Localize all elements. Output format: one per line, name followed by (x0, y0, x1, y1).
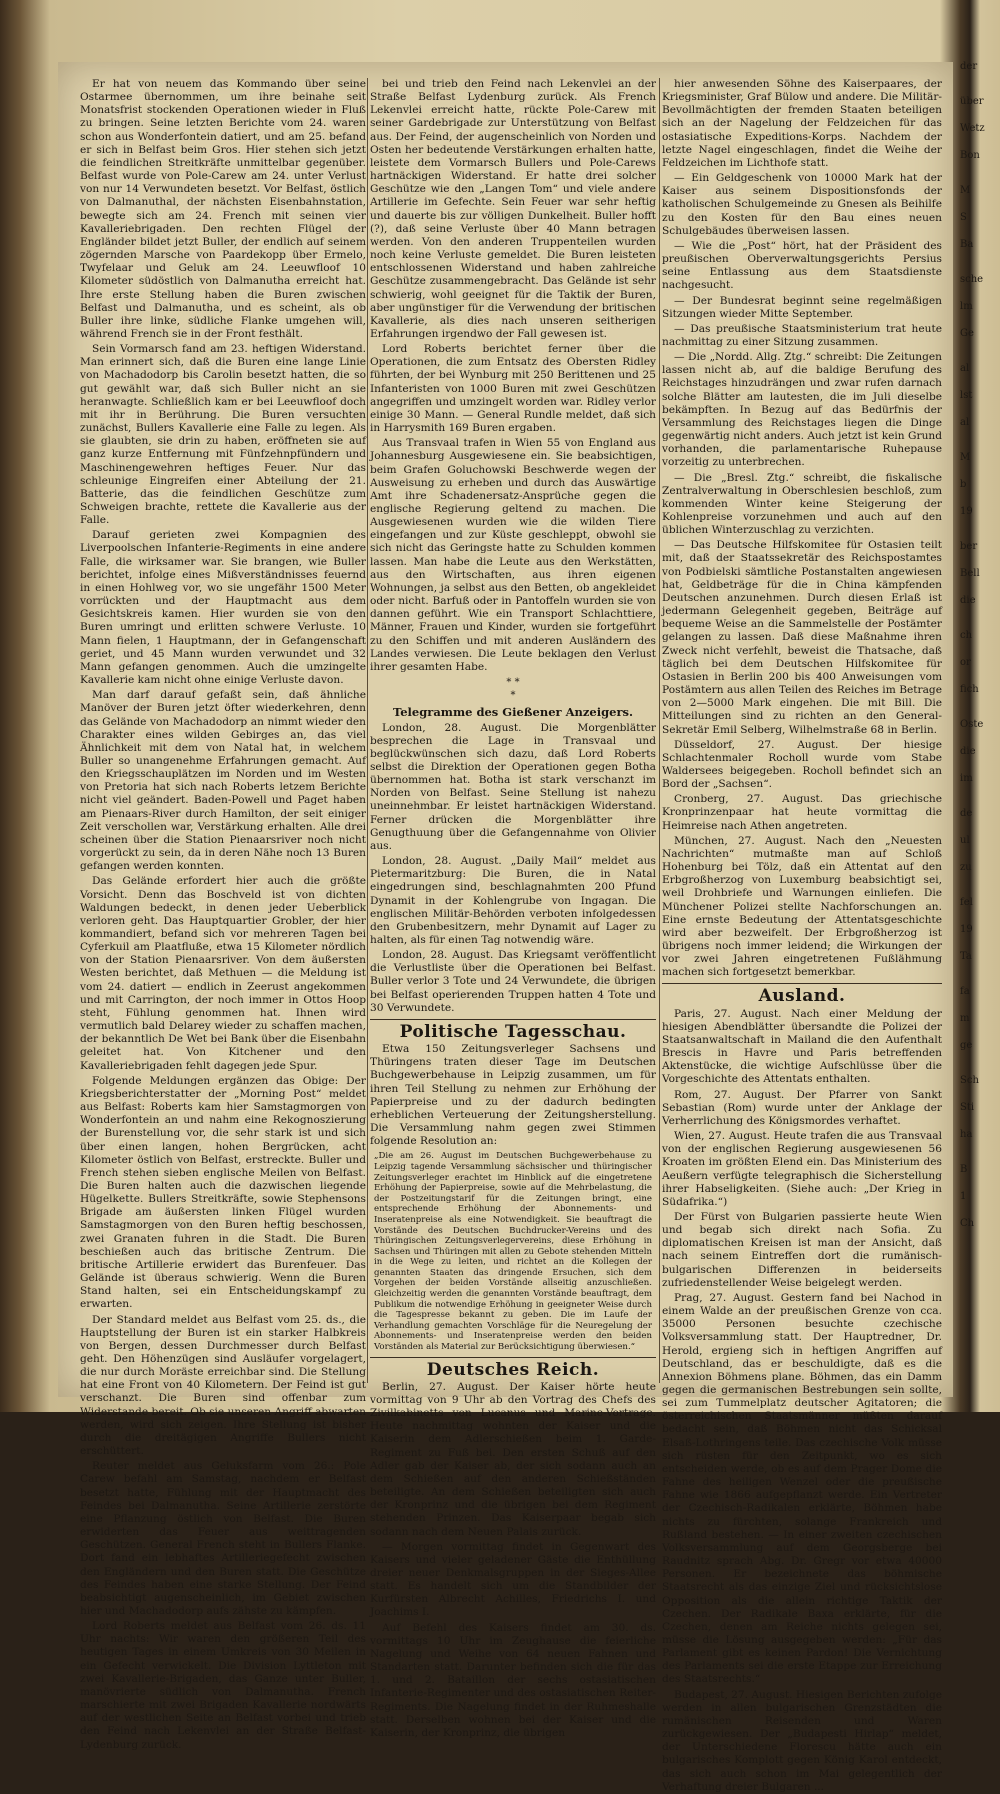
article-paragraph: Darauf gerieten zwei Kompagnien des Liverpoolschen Infanterie-Regiments in eine andere Falle, die wirksamer war. Sie brangen, wie Buller berichtet, infolge eines Mißverständnisses feuernd in einen Hohlweg vor, wo sie ungefähr 1500 Meter vorrückten und der Hauptmacht aus dem Gesichtskreis kamen. Hier wurden sie von den Buren umringt und erlitten schwere Verluste. 10 Mann fielen, 1 Hauptmann, der in Gefangenschaft geriet, und 45 Mann wurden verwundet und 32 Mann gefangen genommen. Auch die umzingelte Kavallerie kam nicht ohne einige Verluste davon. (80, 529, 366, 687)
separator-stars: * * * (506, 677, 520, 702)
edge-fragment: Oste (960, 719, 984, 730)
politische-heading: Politische Tagesschau. (399, 1021, 627, 1042)
reich-paragraph: — Das Deutsche Hilfskomitee für Ostasien teilt mit, daß der Staatssekretär des Reichspostamtes von Podbielski sämtliche Postanstalten angewiesen hat, Geldbeträge für die in China kämpfenden Deutschen anzunehmen. Durch diesen Erlaß ist jedermann Gelegenheit gegeben, Beiträge auf bequeme Weise an die Sammelstelle der Postämter gelangen zu lassen. Daß diese Maßnahme ihren Zweck nicht verfehlt, beweist die Thatsache, daß täglich bei dem Deutschen Hilfskomitee für Ostasien in Berlin 200 bis 400 Anweisungen vom Postämtern aus allen Teilen des Reiches im Betrage von 2—5000 Mark eingehen. Die mit Bill. Die Mitteilungen sind zu richten an den General-Sekretär Emil Selberg, Wilhelmstraße 68 in Berlin. (662, 539, 942, 736)
edge-fragment: Bell (960, 568, 980, 579)
edge-fragment: B (960, 1164, 968, 1175)
edge-fragment: Wetz (960, 123, 985, 134)
reich-section-continued (662, 78, 942, 979)
column-2 (370, 78, 656, 1739)
edge-fragment: fel (960, 897, 973, 908)
article-paragraph: Sein Vormarsch fand am 23. heftigen Widerstand. Man erinnert sich, daß die Buren eine lange Linie von Machadodorp bis Carolin besetzt hatten, die so gut gewählt war, daß sich Buller nicht an sie heranwagte. Schließlich kam er bei Leeuwfloof doch mit ihr in Berührung. Die Buren versuchten zunächst, Bullers Kavallerie eine Falle zu legen. Als sie glaubten, sie drin zu haben, eröffneten sie auf ganz kurze Entfernung mit Fünfzehnpfündern und Maschinengewehren heftiges Feuer. Nur das schleunige Eingreifen einer Abteilung der 21. Batterie, das die feindlichen Geschütze zum Schweigen brachte, rettete die Kavallerie aus der Falle. (80, 343, 366, 527)
adjacent-page-edge (960, 60, 1000, 1400)
edge-fragment: Bon (960, 150, 980, 161)
edge-fragment: fa (960, 986, 970, 997)
divider (370, 1357, 656, 1358)
reich-paragraph: Auf Befehl des Kaisers findet am 30. ds. vormittags 10 Uhr im Zeughause die feierliche Nagelung und Weihe von 64 neuen Fahnen und Standarten statt. Darunter befinden sich die für das 1. und 2. Bataillon der sechs ostasiatischen Infanterie-Regimenter und des ostasiatischen Reiter-Regiments. Die Nagelung findet in der Ruhmeshalle statt. Derselben wohnen bei der Kaiser und die Kaiserin, der Kronprinz, die übrigen (370, 1621, 656, 1739)
edge-fragment: Ch (960, 1218, 975, 1229)
reich-paragraph: Berlin, 27. August. Der Kaiser hörte heute vormittag von 9 Uhr ab den Vortrag des Chefs des Zivilkabinetts von Lucanus und Marine-Vortrage. Heute nachmittag wohnten der Kaiser und die Kaiserin dem Adlerschießen beim 1. Garde-Regiment zu Fuß bei. Den ersten Schuß auf den Adler gab der Kaiser ab, der sich sodann auch an dem Schießen auf den anderen Schießständen beteiligte. An dem Schießen beteiligten sich auch der Kronprinz und die übrigen bei dem Regiment stehenden Prinzen. Das Kaiserpaar begab sich sodann nach dem Neuen Palais zurück. (370, 1380, 656, 1538)
ausland-paragraph: Der Fürst von Bulgarien passierte heute Wien und begab sich direkt nach Sofia. Zu diplomatischen Kreisen ist man der Ansicht, daß nach seinem Eintreffen dort die rumänisch-bulgarischen Differenzen in beiderseits zufriedenstellender Weise beigelegt werden. (662, 1210, 942, 1289)
article-paragraph: Folgende Meldungen ergänzen das Obige: Der Kriegsberichterstatter der „Morning Post“ meldet aus Belfast: Roberts kam hier Samstagmorgen von Wonderfontein an und nahm eine Rekognoszierung der Burenstellung vor, die sehr stark ist und sich über einen langen, hohen Bergrücken, acht Kilometer östlich von Belfast, erstreckte. Buller und French stehen sieben englische Meilen von Belfast. Die Buren halten auch die dazwischen liegende Hügelkette. Bullers Streitkräfte, sowie Stephensons Brigade am äußersten linken Flügel wurden Samstagmorgen von den Buren heftig beschossen, zwei Granaten fuhren in die Stadt. Die Buren beschießen auch das britische Zentrum. Die britische Artillerie erwidert das Burenfeuer. Das Gelände ist überaus schwierig. Wenn die Buren Stand halten, sei ein Entscheidungskampf zu erwarten. (80, 1074, 366, 1311)
reich-paragraph: — Morgen vormittag findet in Gegenwart des Kaisers und vieler geladener Gäste die Enthüllung dreier neuer Denkmalsgruppen in der Sieges-Allee statt. Es handelt sich um die Standbilder der Kurfürsten Albrecht Achilles, Friedrichs I. und Joachims I. (370, 1540, 656, 1619)
edge-fragment: Ba (960, 239, 974, 250)
article-paragraph: Das Gelände erfordert hier auch die größte Vorsicht. Denn das Boschveld ist von dichten Waldungen bedeckt, in denen jeder Ueberblick verloren geht. Das Hauptquartier Grobler, der hier kommandiert, befand sich vor mehreren Tagen bei Cyferkuil am Plaatfluße, etwa 15 Kilometer nördlich von der Station Pienaarsriver. Von dem äußersten Westen berichtet, daß Methuen — die Meldung ist vom 24. datiert — endlich in Zeerust angekommen und mit Carrington, der noch immer in Ottos Hoop steht, Fühlung genommen hat. Ihnen wird vermutlich bald Delarey wieder zu schaffen machen, der bekanntlich De Wet bei Bank über die Eisenbahn geleitet hat. Von Kitchener und den Kavalleriebrigaden fehlt dagegen jede Spur. (80, 875, 366, 1072)
telegram-paragraph: London, 28. August. „Daily Mail“ meldet aus Pietermaritzburg: Die Buren, die in Natal eingedrungen sind, beschlagnahmten 200 Pfund Dynamit in der Kohlengrube von Ingagan. Die englischen Militär-Behörden verboten infolgedessen den Grubenbesitzern, mehr Dynamit auf Lager zu halten, als für einen Tag notwendig wäre. (370, 855, 656, 946)
edge-fragment: ul (960, 835, 970, 846)
reich-paragraph: München, 27. August. Nach den „Neuesten Nachrichten“ mutmaßte man auf Schloß Hohenburg bei Tölz, daß ein Attentat auf den Erbgroßherzog von Luxemburg beabsichtigt sei, weil Drohbriefe und Warnungen einliefen. Die Münchener Polizei stellte Nachforschungen an. Eine ernste Bedeutung der Attentatsgeschichte wird aber bezweifelt. Der Erbgroßherzog ist übrigens noch immer leidend; die Wirkungen der vor zwei Jahren eingetretenen Fußlähmung machen sich fortgesetzt bemerkbar. (662, 834, 942, 979)
edge-fragment: ge (960, 1040, 973, 1051)
reich-paragraph: Düsseldorf, 27. August. Der hiesige Schlachtenmaler Rocholl wurde vom Stabe Waldersees beigegeben. Rocholl befindet sich an Bord der „Sachsen“. (662, 738, 942, 791)
edge-fragment: de (960, 808, 973, 819)
reich-paragraph: — Wie die „Post“ hört, hat der Präsident des preußischen Oberverwaltungsgerichts Persius seine Entlassung aus dem Staatsdienste nachgesucht. (662, 239, 942, 292)
article-paragraph: Er hat von neuem das Kommando über seine Ostarmee übernommen, um ihre beinahe seit Monatsfrist stockenden Operationen wieder in Fluß zu bringen. Seine letzten Berichte vom 24. waren schon aus Wonderfontein datiert, und am 25. befand er sich in Belfast beim Gros. Hier stehen sich jetzt die feindlichen Streitkräfte unmittelbar gegenüber. Belfast wurde von Pole-Carew am 24. unter Verlust von nur 14 Verwundeten besetzt. Vor Belfast, östlich von Dalmanuthal, der nächsten Eisenbahnstation, bewegte sich am 24. French mit seinen vier Kavalleriebrigaden. Den rechten Flügel der Engländer bildet jetzt Buller, der endlich auf seinem zögernden Marsche von Paardekopp über Ermelo, Twyfelaar und Geluk am 24. Leeuwfloof 10 Kilometer südöstlich von Dalmanutha erreicht hat. Ihre erste Stellung haben die Buren zwischen Belfast und Dalmanutha, und es scheint, als ob Buller ihre linke, südliche Flanke umgehen will, während French sie in der Front festhält. (80, 78, 366, 340)
ausland-paragraph: Prag, 27. August. Gestern fand bei Nachod in einem Walde an der preußischen Grenze von cca. 35000 Personen besuchte czechische Volksversammlung statt. Der Hauptredner, Dr. Herold, ergieng sich in heftigen Angriffen auf Deutschland, das er beschuldigte, daß es die Annexion Böhmens plane. Böhmen, das ein Damm gegen die germanischen Bestrebungen sein sollte, sei zum Tummelplatz deutscher Agitatoren; die österreichischen Staatsmänner müßten darauf bedacht sein, daß Böhmen nicht das Schicksal Elsaß-Lothringens teile. Das czechische Volk müsse sich rüsten für den Zeitpunkt, wo es sich entscheiden werde, ob es auf dem Prager Dome die Fahne des heiligen Wenzel oder die preußische Fahne wie 1866 aufgepflanzt werde. Ein Vertreter der Czechisch-Radikalen erklärte, Böhmen habe nichts zu fürchten, solange Frankreich und Rußland bestehen. — In einer zweiten czechischen Volksversammlung auf dem Georgsberge bei Raudnitz sprach Abg. Dr. Gregr vor etwa 40000 Personen. Er bezeichnete das böhmische Staatsrecht als das einzige Ziel und rücksichtslose Opposition als die allein richtige Taktik der Czechen. Der Radikale Baxa erklärte, für die Czechen, denen am Reiche nichts gelegen sei, müsse die Lösung ausgegeben werden: „Für das Parlament gibt es keinen Pardon! Die Vernichtung des Parlaments sei die erste Etappe zur Erreichung des Staatsrechts.“ (662, 1291, 942, 1686)
politische-section (370, 1043, 656, 1148)
edge-fragment: lm (960, 301, 973, 312)
edge-fragment: im (960, 773, 973, 784)
edge-fragment: sche (960, 274, 984, 285)
edge-fragment: ch (960, 630, 973, 641)
ausland-paragraph: Budapest, 27. August. Hiesigen Berichten zufolge werden in allen bulgarischen Grenzstädten die rumänischen Reisenden und Waren zurückgewiesen. Der „Budapesti Hirlap“ meldet, der Unterschiedene Florescu hätte auch ein bulgarisches Komplott gegen König Karol entdeckt, das sich auch schon im Mai gelegentlich der Verhaftung dreier Bulgaren ... (662, 1688, 942, 1793)
article-paragraph: Reuter meldet aus Geluksfarm vom 26.: Pole Carew befahl am Samstag, nachdem er Belfast besetzt hatte, Fühlung mit der Hauptmacht des Feindes bei Dalmanutha. Seine Artillerie zerstörte eine Pflanzung östlich von Belfast. Die Buren erwiderten das Feuer aus weittragenden Geschützen. General French steht in Bullers Flanke. Dort fand ein lebhaftes Artilleriegefecht zwischen den Engländern und den Buren statt. Die Geschütze des Feindes haben eine starke Stellung. Der Feind beabsichtigt augenscheinlich, im Gebiet zwischen hier und Machadodorp aufs zähste zu kämpfen. (80, 1460, 366, 1617)
reich-section (370, 1381, 656, 1740)
edge-fragment: die (960, 595, 976, 606)
article-paragraph: Aus Transvaal trafen in Wien 55 von England aus Johannesburg Ausgewiesene ein. Sie beabsichtigen, beim Grafen Goluchowski Beschwerde wegen der Ausweisung zu erheben und durch das Auswärtige Amt ihre Schadenersatz-Ansprüche gegen die englische Regierung geltend zu machen. Die Ausgewiesenen wurden wie die wilden Tiere eingefangen und zur Küste geschleppt, obwohl sie sich nicht das Geringste hatte zu Schulden kommen lassen. Man habe die Leute aus den Werkstätten, aus den Wirtschaften, aus ihren eigenen Wohnungen, ja selbst aus den Betten, ob angekleidet oder nicht. Barfuß oder in Pantoffeln wurden sie von dannen geführt. Wie ein Transport Schlachttiere, Männer, Frauen und Kinder, wurden sie fortgeführt zu den Schiffen und mit anderen Ausländern des Landes verwiesen. Die Leute beklagen den Verlust ihrer gesamten Habe. (370, 437, 656, 673)
article-paragraph: Lord Roberts berichtet ferner über die Operationen, die zum Entsatz des Obersten Ridley führten, der bei Wynburg mit 250 Berittenen und 25 Infanteristen von 1000 Buren mit zwei Geschützen angegriffen und umzingelt worden war. Ridley verlor einige 30 Mann. — General Rundle meldet, daß sich in Harrysmith 169 Buren ergaben. (370, 343, 656, 435)
war-report-continued (370, 78, 656, 674)
article-paragraph: Man darf darauf gefaßt sein, daß ähnliche Manöver der Buren jetzt öfter wiederkehren, denn das Gelände von Machadodorp an nimmt wieder den Charakter eines wilden Gebirges an, das viel Ähnlichkeit mit dem von Natal hat, in welchem Buller so unangenehme Erfahrungen gemacht. Auf den Kriegsschauplätzen im Norden und im Westen von Pretoria hat sich nach Roberts letzem Berichte nicht viel geändert. Baden-Powell und Paget haben am Pienaars-River durch Hamilton, der seit einiger Zeit verschollen war, Verstärkung erhalten. Alle drei scheinen über die Station Pienaarsriver noch nicht vorgerückt zu sein, da in deren Nähe noch 13 Buren gefangen werden konnten. (80, 689, 366, 873)
reich-paragraph: — Das preußische Staatsministerium trat heute nachmittag zu einer Sitzung zusammen. (662, 322, 942, 348)
reich-paragraph: hier anwesenden Söhne des Kaiserpaares, der Kriegsminister, Graf Bülow und andere. Die Militär-Bevollmächtigten der fremden Staaten beteiligen sich an der Nagelung der Feldzeichen für das ostasiatische Expeditions-Korps. Nachdem der letzte Nagel eingeschlagen, findet die Weihe der Feldzeichen im Lichthofe statt. (662, 78, 942, 169)
reich-paragraph: — Die „Bresl. Ztg.“ schreibt, die fiskalische Zentralverwaltung in Oberschlesien beschloß, zum kommenden Winter keine Steigerung der Kohlenpreise vorzunehmen und auch auf den üblichen Winterzuschlag zu verzichten. (662, 471, 942, 537)
edge-fragment: Sch (960, 1075, 979, 1086)
newspaper-page (58, 62, 953, 1793)
divider (662, 983, 942, 984)
ausland-paragraph: Paris, 27. August. Nach einer Meldung der hiesigen Abendblätter übersandte die Polizei der Staatsanwaltschaft in Mailand die den Aufenthalt Brescis in Havre und Paris betreffenden Aktenstücke, die wichtige Aufschlüsse über die Vorgeschichte des Attentats enthalten. (662, 1007, 942, 1086)
edge-fragment: der (960, 61, 978, 72)
edge-fragment: al (960, 363, 970, 374)
resolution-text: „Die am 26. August im Deutschen Buchgewerbehause zu Leipzig tagende Versammlung sächsischer und thüringischer Zeitungsverleger erachtet im Hinblick auf die eingetretene Erhöhung der Papierpreise, sowie auf die Mehrbelastung, die der Postzeitungstarif für die Zeitungen bringt, eine entsprechende Erhöhung der Abonnements- und Inseratenpreise als eine Notwendigkeit. Sie beauftragt die Vorstände des Deutschen Buchdrucker-Vereins und des Thüringischen Zeitungsverlegervereins, diese Erhöhung in Sachsen und Thüringen mit allen zu Gebote stehenden Mitteln in die Wege zu leiten, und richtet an die Kollegen der genannten Staaten das dringende Ersuchen, sich dem Vorgehen der beiden Vorstände allseitig anzuschließen. Gleichzeitig werden die genannten Vorstände beauftragt, dem Publikum die notwendige Erhöhung in geeigneter Weise durch die Tagespresse bekannt zu geben. Die im Laufe der Verhandlung gemachten Vorschläge für die Neuregelung der Abonnements- und Inseratenpreise werden den beiden Vorständen als Material zur Berücksichtigung überwiesen.“ (374, 1151, 652, 1353)
edge-fragment: M (960, 185, 971, 196)
edge-fragment: or (960, 657, 971, 668)
edge-fragment: b (960, 479, 967, 490)
telegram-paragraph: London, 28. August. Die Morgenblätter besprechen die Lage in Transvaal und beglückwünschen sich dazu, daß Lord Roberts selbst die Direktion der Operationen gegen Botha übernommen hat. Botha ist stark verschanzt im Norden von Belfast. Seine Stellung ist nahezu uneinnehmbar. Er leistet hartnäckigen Widerstand. Ferner drücken die Morgenblätter ihre Genugthuung über die Gefangennahme von Olivier aus. (370, 721, 656, 852)
edge-fragment: zu (960, 862, 972, 873)
edge-fragment: fich (960, 684, 979, 695)
edge-fragment: über (960, 96, 984, 107)
edge-fragment: ber (960, 541, 978, 552)
edge-fragment: lst (960, 390, 973, 401)
telegram-paragraph: London, 28. August. Das Kriegsamt veröffentlicht die Verlustliste über die Operationen bei Belfast. Buller verlor 3 Tote und 24 Verwundete, die übrigen bei Belfast operierenden Truppen hatten 4 Tote und 30 Verwundete. (370, 949, 656, 1014)
edge-fragment: Ta (960, 951, 972, 962)
reich-paragraph: Cronberg, 27. August. Das griechische Kronprinzenpaar hat heute vormittag die Heimreise nach Athen angetreten. (662, 793, 942, 832)
edge-fragment: 19 (960, 506, 973, 517)
column-rule (659, 78, 660, 1383)
edge-fragment: al (960, 417, 970, 428)
ausland-paragraph: Rom, 27. August. Der Pfarrer von Sankt Sebastian (Rom) wurde unter der Anklage der Verherrlichung des Königsmordes verhaftet. (662, 1088, 942, 1127)
reich-paragraph: — Ein Geldgeschenk von 10000 Mark hat der Kaiser aus seinem Dispositionsfonds der katholischen Schulgemeinde zu Gnesen als Beihilfe zu den Kosten für den Bau eines neuen Schulgebäudes überweisen lassen. (662, 172, 942, 237)
edge-fragment: 1 (960, 1191, 967, 1202)
article-paragraph: bei und trieb den Feind nach Lekenvlei an der Straße Belfast Lydenburg zurück. Als French Lekenvlei erreicht hatte, rückte Pole-Carew mit seiner Gardebrigade zur Unterstützung von Belfast aus. Der Feind, der augenscheinlich von Norden und Osten her bedeutende Verstärkungen erhalten hatte, leistete dem Vormarsch Bullers und Pole-Carews hartnäckigen Widerstand. Er hatte drei solcher Geschütze wie den „Langen Tom“ und viele andere Artillerie im Gefechte. Sein Feuer war sehr heftig und dauerte bis zur völligen Dunkelheit. Buller hofft (?), daß seine Verluste über 40 Mann betragen werden. Von den anderen Truppenteilen wurden noch keine Verluste gemeldet. Die Buren leisteten entschlossenen Widerstand und haben zahlreiche Geschütze zusammengebracht. Das Gelände ist sehr schwierig, wohl geeignet für die Taktik der Buren, aber ungünstiger für die Verwendung der britischen Kavallerie, als dies nach unseren seitherigen Erfahrungen irgendwo der Fall gewesen ist. (370, 78, 656, 340)
reich-paragraph: — Die „Nordd. Allg. Ztg.“ schreibt: Die Zeitungen lassen nicht ab, auf die baldige Berufung des Reichstages hinzudrängen und zwar rufen darnach solche Blätter am lautesten, die im Juli dieselbe bekämpften. In Bezug auf das Bedürfnis der Versammlung des Reichstages liegen die Dinge gegenwärtig nicht anders. Auch jetzt ist kein Grund vorhanden, die parlamentarische Ruhepause vorzeitig zu unterbrechen. (662, 351, 942, 469)
edge-fragment: Sti (960, 1102, 975, 1113)
column-rule (367, 78, 368, 1383)
edge-fragment: die (960, 746, 976, 757)
telegramme-heading: Telegramme des Gießener Anzeigers. (393, 705, 633, 720)
edge-fragment: 19 (960, 924, 973, 935)
article-paragraph: Der Standard meldet aus Belfast vom 25. ds., die Hauptstellung der Buren ist ein starker Halbkreis von Bergen, dessen Durchmesser durch Belfast geht. Den Höhenzügen sind Ausläufer vorgelagert, die nur durch Moräste erreichbar sind. Die Stellung hat eine Front von 40 Kilometern. Der Feind ist gut verschanzt. Die Buren sind offenbar zum Widerstande bereit. Ob sie unseren Angriff abwarten werden, wird sich zeigen. Ihre Stellung ist bisher durch die dreitägigen Angriffe Bullers nicht erschüttert. (80, 1313, 366, 1458)
ausland-section (662, 1008, 942, 1794)
column-1 (80, 78, 366, 1751)
edge-fragment: M (960, 452, 971, 463)
edge-fragment: m (960, 1013, 970, 1024)
reich-heading: Deutsches Reich. (426, 1359, 600, 1380)
reich-paragraph: — Der Bundesrat beginnt seine regelmäßigen Sitzungen wieder Mitte September. (662, 294, 942, 320)
ausland-paragraph: Wien, 27. August. Heute trafen die aus Transvaal von der englischen Regierung ausgewiesenen 56 Kroaten im größten Elend ein. Das Ministerium des Aeußern verfügte telegraphisch die Sicherstellung ihrer Habseligkeiten. (Siehe auch: „Der Krieg in Südafrika.“) (662, 1130, 942, 1208)
edge-fragment: ha (960, 1129, 973, 1140)
divider (370, 1019, 656, 1020)
politics-paragraph: Etwa 150 Zeitungsverleger Sachsens und Thüringens traten dieser Tage im Deutschen Buchgewerbehause in Leipzig zusammen, um für ihren Teil Stellung zu nehmen zur Erhöhung der Papierpreise und zu der dadurch bedingten erheblichen Verteuerung der Zeitungsherstellung. Die Versammlung nahm gegen zwei Stimmen folgende Resolution an: (370, 1043, 656, 1148)
telegramme-section (370, 722, 656, 1015)
ausland-heading: Ausland. (758, 986, 846, 1007)
column-3 (662, 78, 942, 1793)
article-paragraph: Lord Roberts meldet aus Belfast vom 26. ds. 11 Uhr nachts: Wir waren den größeren Teil des heutigen Tages in einem Umkreis von 30 Meilen in ein Gefecht verwickelt. Die Division Lyttleton mit zwei Kavallerie-Brigaden, das Ganze unter Buller, manövrierte südlich von Dalmanutha. French marschierte mit zwei Brigaden Kavallerie nordwärts auf der westlichen Seite an Belfast vorbei und trieb den Feind nach Lekenvlei an der Straße Belfast-Lydenburg zurück. (80, 1620, 366, 1751)
edge-fragment: S (960, 212, 967, 223)
edge-fragment: Ge (960, 328, 974, 339)
